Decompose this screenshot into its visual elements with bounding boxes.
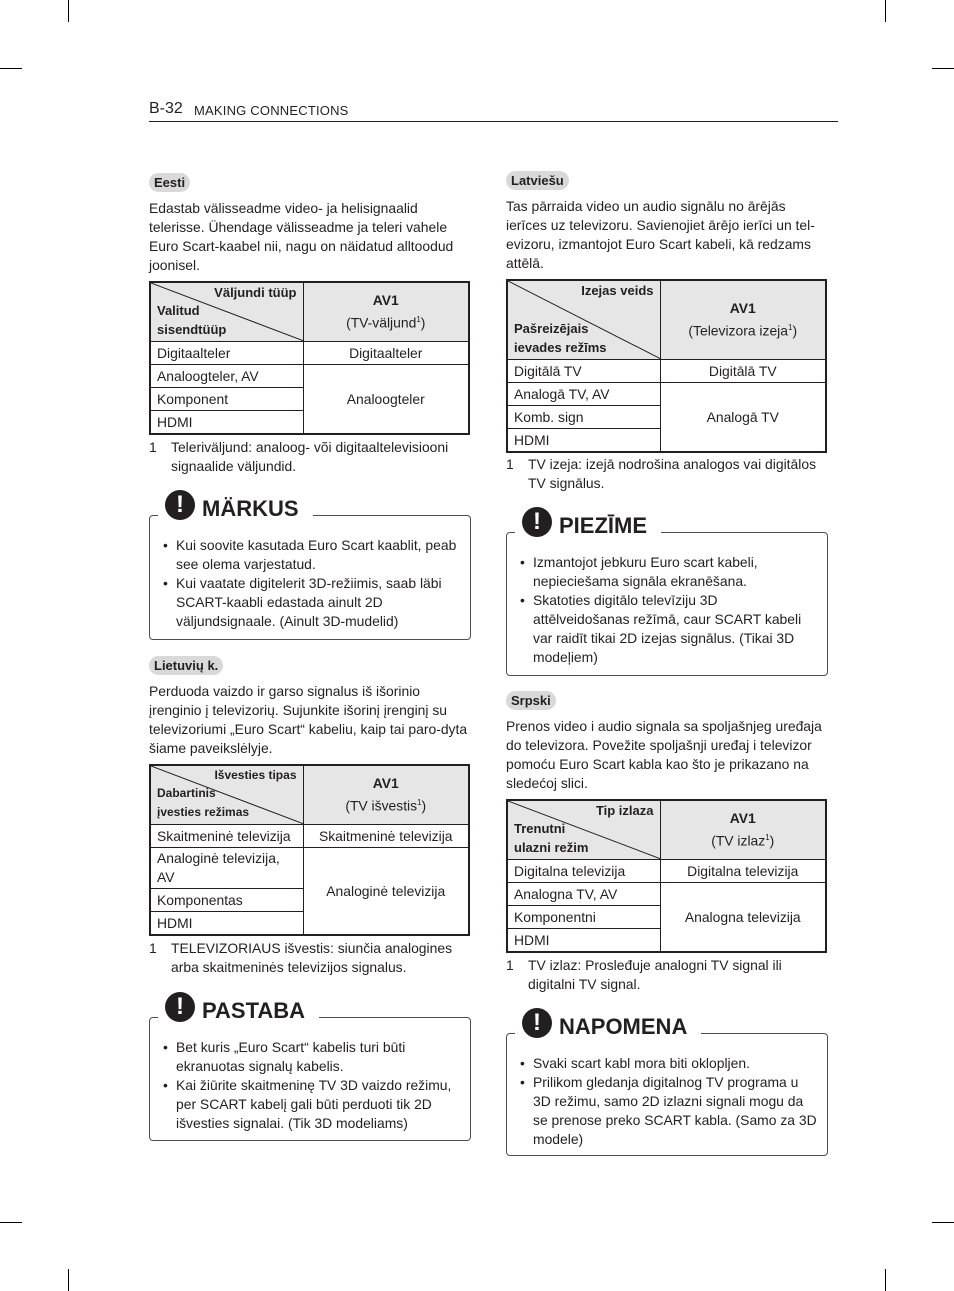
warning-icon [522,507,552,537]
note-title: NAPOMENA [559,1014,688,1039]
table-cell: Analoogteler, AV [150,365,303,388]
table-header-diagonal: Išvesties tipas Dabartinis įvesties režimas [150,765,303,825]
table-cell: Komponentni [507,906,660,929]
list-item: • Prilikom gledanja digitalnog TV programa u 3D režimu, samo 2D izlazni signali mogu da se prenose preko SCART kabla. (Samo za 3D modele) [520,1073,817,1149]
table-cell: Komponentas [150,889,303,912]
table-cell: Digitaalteler [303,342,469,365]
crop-mark [68,1269,69,1291]
table-header-diagonal: Tip izlaza Trenutni ulazni režim [507,800,660,860]
section-srpski [506,691,828,793]
footnote: 1 TV izeja: izejā nodrošina analogos vai digitālos TV signālus. [506,456,817,491]
footnote: 1 TELEVIZORIAUS išvestis: siunčia analogines arba skaitmeninės televizijos signalus. [149,940,453,975]
note-box [149,496,471,640]
language-label: Latviešu [506,171,569,190]
table-header-diagonal: Väljundi tüüp Valitud sisendtüüp [150,282,303,342]
crop-mark [0,68,22,69]
crop-mark [885,1269,886,1291]
warning-icon [522,1008,552,1038]
description: Perduoda vaizdo ir garso signalus iš išorinio įrenginio į televizorių. Sujunkite išorinį įrenginį su televizoriumi „Euro Scart“ kabeliu, kaip tai paro-dyta šiame paveikslėlyje. [149,683,468,756]
table-cell: Digitālā TV [507,360,660,383]
table-cell: Analoginė televizija, AV [150,848,303,889]
table-cell: Digitalna televizija [660,860,826,883]
table-header-av: AV1 (TV išvestis$^1$) [303,765,469,825]
table-cell: Analogna TV, AV [507,883,660,906]
note-title: PASTABA [202,998,306,1023]
table-cell: HDMI [507,429,660,453]
table-cell: HDMI [150,912,303,936]
note-title: PIEZĪME [559,513,648,538]
table-header-av: AV1 (TV izlaz$^1$) [660,800,826,860]
table-cell-merged: Analoginė televizija [303,848,469,936]
list-item: • Svaki scart kabl mora biti okloplјen. [520,1054,817,1073]
list-item: • Kui soovite kasutada Euro Scart kaablit, peab see olema varjestatud. [163,536,460,574]
table-cell: HDMI [150,411,303,435]
section-eesti [149,173,471,275]
connection-table [149,764,470,936]
crop-mark [932,68,954,69]
language-label: Eesti [149,173,190,192]
table-cell: Skaitmeninė televizija [303,825,469,848]
note-title: MÄRKUS [202,496,299,521]
section-lietuviu [149,656,471,758]
section-latviesu [506,171,828,273]
table-cell: Komb. sign [507,406,660,429]
table-cell: Skaitmeninė televizija [150,825,303,848]
page-header [149,100,838,122]
language-label: Srpski [506,691,556,710]
table-cell: HDMI [507,929,660,953]
warning-icon [165,992,195,1022]
connection-table [149,281,470,435]
section-title: MAKING CONNECTIONS [194,103,349,118]
table-header-av: AV1 (TV-väljund$^1$) [303,282,469,342]
note-box [506,1014,828,1156]
table-cell: Analogā TV, AV [507,383,660,406]
table-header-av: AV1 (Televizora izeja$^1$) [660,280,826,360]
table-cell: Digitalna televizija [507,860,660,883]
list-item: • Skatoties digitālo televīziju 3D attēlveidošanas režīmā, caur SCART kabeli var raidīt tikai 2D izejas signālus. (Tikai 3D modeļiem) [520,591,817,667]
table-cell-merged: Analogna televizija [660,883,826,953]
table-cell: Digitaalteler [150,342,303,365]
footnote: 1 Teleriväljund: analoog- või digitaaltelevisiooni signaalide väljundid. [149,439,449,474]
crop-mark [68,0,69,22]
language-label: Lietuvių k. [149,656,223,675]
connection-table [506,799,827,953]
page-number: B-32 [149,100,183,117]
list-item: • Kui vaatate digitelerit 3D-režiimis, saab läbi SCART-kaabli edastada ainult 2D väljundsignaale. (Ainult 3D-mudelid) [163,574,460,631]
connection-table [506,279,827,453]
note-box [149,998,471,1141]
crop-mark [0,1222,22,1223]
crop-mark [932,1222,954,1223]
footnote: 1 TV izlaz: Prosleđuje analogni TV signal ili digitalni TV signal. [506,957,782,992]
list-item: • Bet kuris „Euro Scart“ kabelis turi būti ekranuotas signalų kabelis. [163,1038,460,1076]
table-cell: Komponent [150,388,303,411]
description: Edastab välisseadme video- ja helisignaalid telerisse. Ühendage välisseadme ja teleri vahele Euro Scart-kaabel nii, nagu on näidatud alltoodud joonisel. [149,200,454,273]
table-header-diagonal: Izejas veids Pašreizējais ievades režīms [507,280,660,360]
list-item: • Kai žiūrite skaitmeninę TV 3D vaizdo režimu, per SCART kabelį gali būti perduoti tik 2D išvesties signalai. (Tik 3D modeliams) [163,1076,460,1133]
warning-icon [165,490,195,520]
list-item: • Izmantojot jebkuru Euro scart kabeli, nepieciešama signāla ekranēšana. [520,553,817,591]
crop-mark [885,0,886,22]
table-cell-merged: Analoogteler [303,365,469,435]
note-box [506,513,828,676]
description: Tas pārraida video un audio signālu no ārējās ierīces uz televizoru. Savienojiet ārējo ierīci un tel-evizoru, izmantojot Euro Scart kabeli, kā redzams attēlā. [506,198,815,271]
table-cell-merged: Analogā TV [660,383,826,453]
table-cell: Digitālā TV [660,360,826,383]
description: Prenos video i audio signala sa spoljašnjeg uređaja do televizora. Povežite spoljašnji uređaj i televizor pomoću Euro Scart kabla kao što je prikazano na sledećoj slici. [506,718,822,791]
